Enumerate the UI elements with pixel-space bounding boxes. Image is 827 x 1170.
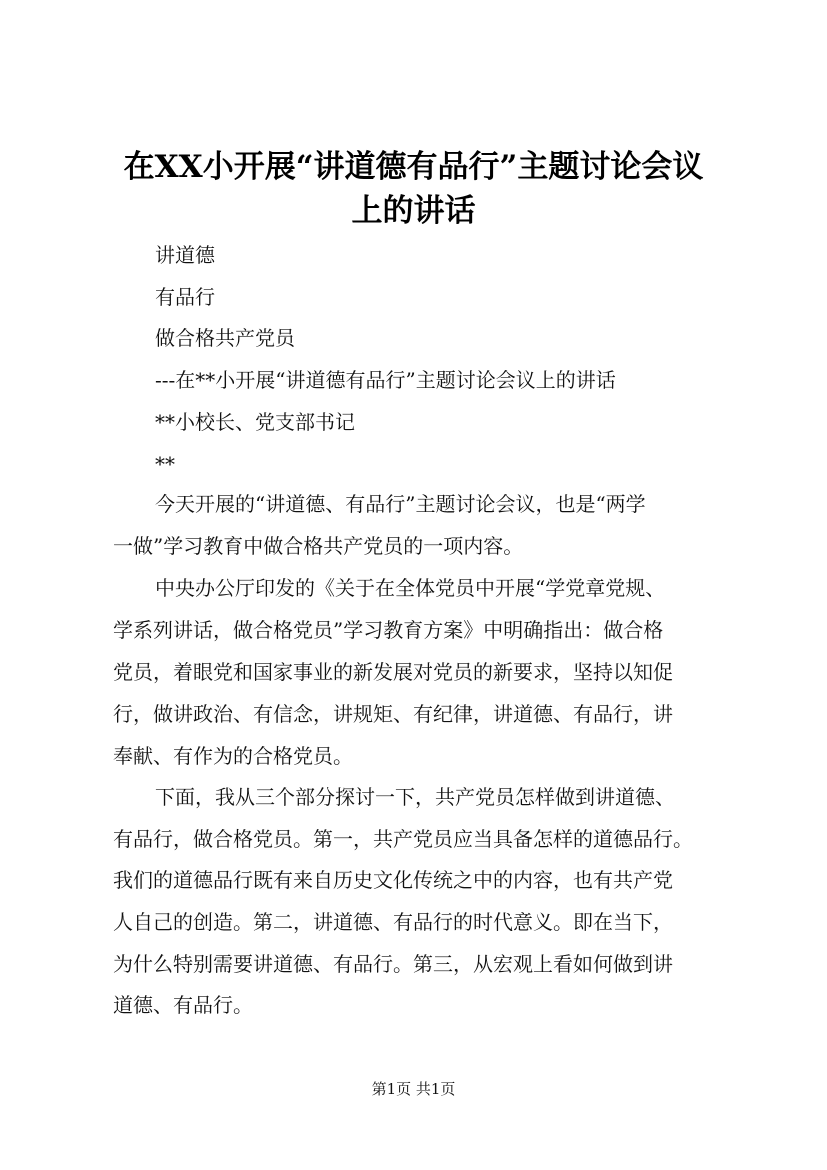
body-line-2: 一做”学习教育中做合格共产党员的一项内容。 [113, 534, 524, 558]
document-title-line-1: 在XX小开展“讲道德有品行”主题讨论会议 [123, 149, 704, 185]
header-line-6: ** [155, 452, 175, 476]
body-line-4: 学系列讲话，做合格党员”学习教育方案》中明确指出：做合格 [113, 618, 664, 642]
body-line-6: 行，做讲政治、有信念，讲规矩、有纪律，讲道德、有品行，讲 [113, 702, 673, 726]
header-line-5: **小校长、党支部书记 [155, 410, 355, 434]
body-line-12: 为什么特别需要讲道德、有品行。第三，从宏观上看如何做到讲 [113, 952, 673, 976]
body-line-11: 人自己的创造。第二，讲道德、有品行的时代意义。即在当下， [113, 910, 673, 934]
body-line-3: 中央办公厅印发的《关于在全体党员中开展“学党章党规、 [155, 576, 666, 600]
header-line-4: ---在**小开展“讲道德有品行”主题讨论会议上的讲话 [155, 368, 616, 392]
body-line-9: 有品行，做合格党员。第一，共产党员应当具备怎样的道德品行。 [113, 827, 693, 851]
body-line-10: 我们的道德品行既有来自历史文化传统之中的内容，也有共产党 [113, 868, 673, 892]
body-line-1: 今天开展的“讲道德、有品行”主题讨论会议，也是“两学 [155, 492, 646, 516]
document-title-line-2: 上的讲话 [351, 193, 476, 229]
header-line-1: 讲道德 [155, 243, 215, 267]
page-footer: 第1页 共1页 [371, 1080, 456, 1098]
header-line-2: 有品行 [155, 285, 215, 309]
body-line-7: 奉献、有作为的合格党员。 [113, 744, 353, 768]
header-line-3: 做合格共产党员 [155, 326, 295, 350]
body-line-13: 道德、有品行。 [113, 993, 253, 1017]
body-line-5: 党员，着眼党和国家事业的新发展对党员的新要求，坚持以知促 [113, 660, 673, 684]
body-line-8: 下面，我从三个部分探讨一下，共产党员怎样做到讲道德、 [155, 785, 675, 809]
